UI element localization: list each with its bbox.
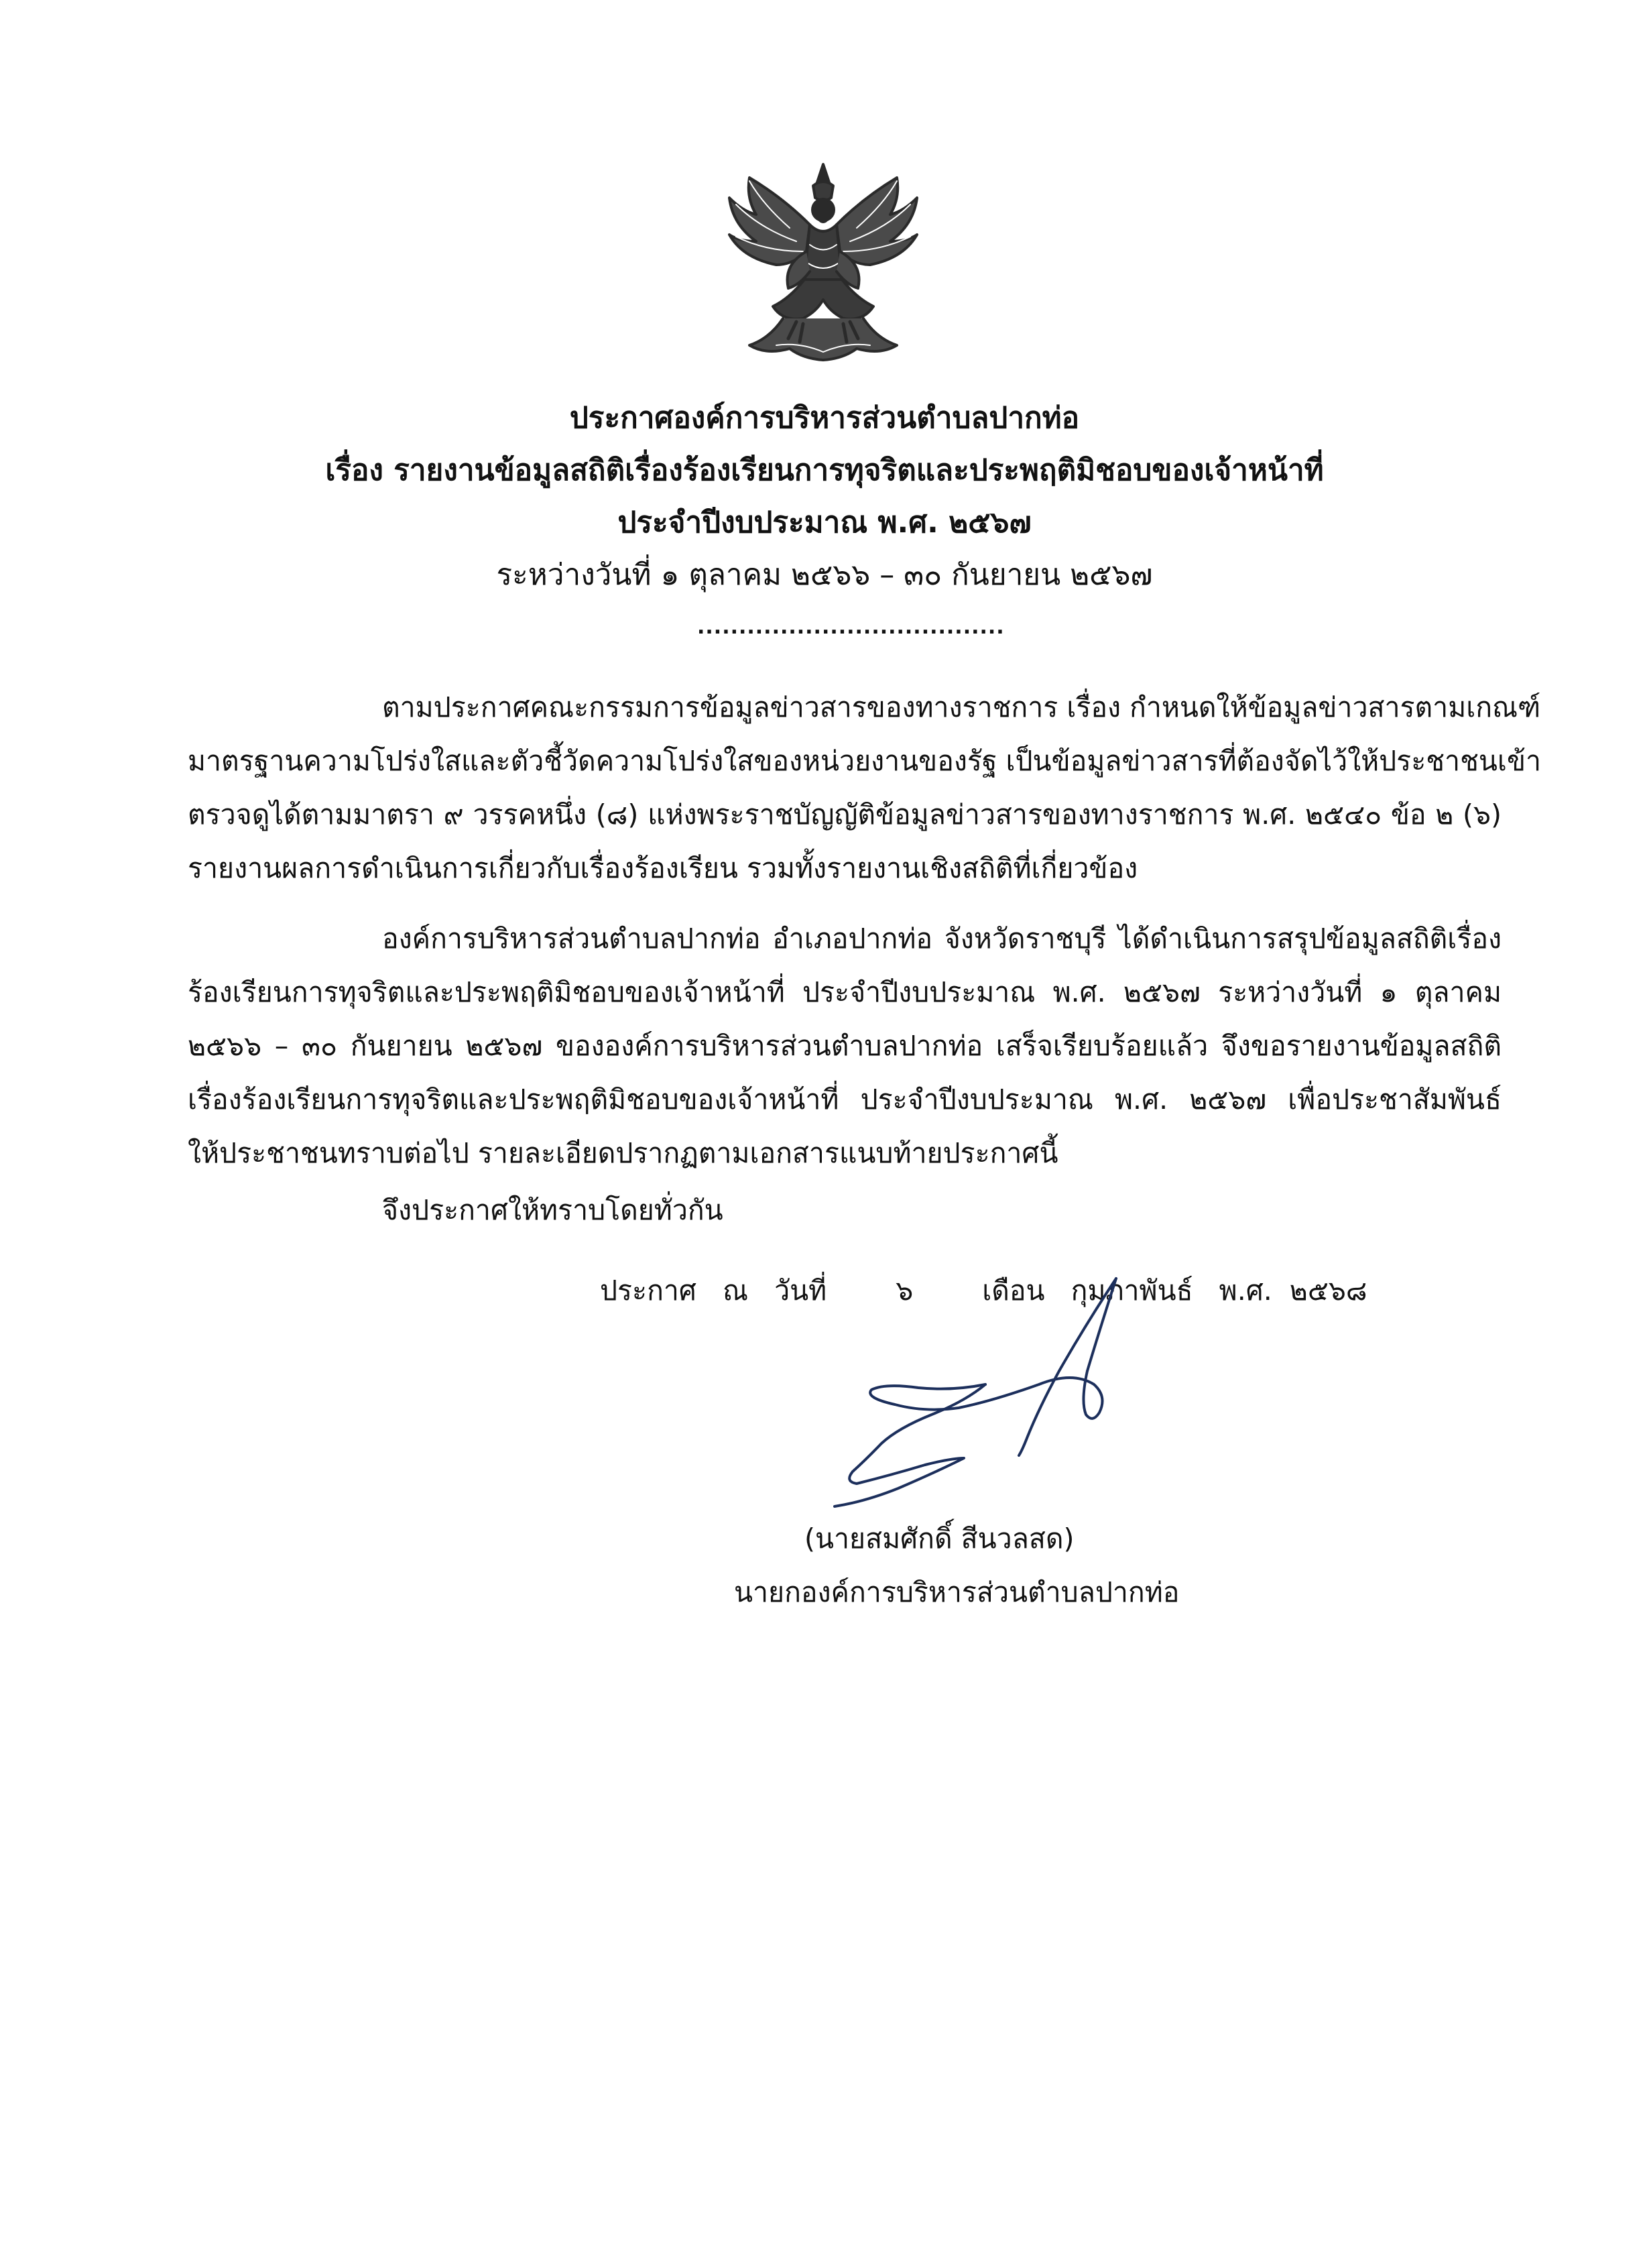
date-month-label: เดือน bbox=[982, 1274, 1045, 1307]
date-year: ๒๕๖๘ bbox=[1289, 1274, 1367, 1307]
paragraph-line: รายงานผลการดำเนินการเกี่ยวกับเรื่องร้องเรียน รวมทั้งรายงานเชิงสถิติที่เกี่ยวข้อง bbox=[188, 852, 1138, 884]
body-paragraph-2 bbox=[188, 912, 1502, 1180]
paragraph-line: มาตรฐานความโปร่งใสและตัวชี้วัดความโปร่งใสของหน่วยงานของรัฐ เป็นข้อมูลข่าวสารที่ต้องจัดไว้ให้ประชาชนเข้า bbox=[188, 745, 1541, 777]
date-month: กุมภาพันธ์ bbox=[1071, 1274, 1193, 1307]
paragraph-line: ให้ประชาชนทราบต่อไป รายละเอียดปรากฏตามเอกสารแนบท้ายประกาศนี้ bbox=[188, 1137, 1058, 1169]
paragraph-line: ร้องเรียนการทุจริตและประพฤติมิชอบของเจ้าหน้าที่ ประจำปีงบประมาณ พ.ศ. ๒๕๖๗ ระหว่างวันที่ ๑ ตุลาคม bbox=[188, 976, 1502, 1008]
signer-name: (นายสมศักดิ์ สีนวลสด) bbox=[804, 1523, 1075, 1555]
signer-title: นายกองค์การบริหารส่วนตำบลปากท่อ bbox=[734, 1576, 1180, 1608]
paragraph-line: ตรวจดูได้ตามมาตรา ๙ วรรคหนึ่ง (๘) แห่งพระราชบัญญัติข้อมูลข่าวสารของทางราชการ พ.ศ. ๒๕๔๐ ข้อ ๒ (๖) bbox=[188, 798, 1502, 831]
fiscal-year-line: ประจำปีงบประมาณ พ.ศ. ๒๕๖๗ bbox=[617, 505, 1032, 540]
body-paragraph-1 bbox=[188, 680, 1541, 895]
period-line: ระหว่างวันที่ ๑ ตุลาคม ๒๕๖๖ – ๓๐ กันยายน ๒๕๖๗ bbox=[496, 558, 1153, 592]
signature-mark bbox=[818, 1270, 1166, 1512]
date-year-label: พ.ศ. bbox=[1219, 1274, 1272, 1307]
announcement-subject: เรื่อง รายงานข้อมูลสถิติเรื่องร้องเรียนการทุจริตและประพฤติมิชอบของเจ้าหน้าที่ bbox=[325, 453, 1324, 487]
date-day-label: วันที่ bbox=[774, 1274, 827, 1307]
paragraph-line: เรื่องร้องเรียนการทุจริตและประพฤติมิชอบของเจ้าหน้าที่ ประจำปีงบประมาณ พ.ศ. ๒๕๖๗ เพื่อประชาสัมพันธ์ bbox=[188, 1083, 1502, 1116]
closing-statement: จึงประกาศให้ทราบโดยทั่วกัน bbox=[382, 1194, 723, 1226]
date-prefix: ประกาศ bbox=[600, 1274, 696, 1307]
date-day: ๖ bbox=[896, 1274, 914, 1307]
paragraph-line: ตามประกาศคณะกรรมการข้อมูลข่าวสารของทางราชการ เรื่อง กำหนดให้ข้อมูลข่าวสารตามเกณฑ์ bbox=[382, 691, 1541, 723]
paragraph-line: องค์การบริหารส่วนตำบลปากท่อ อำเภอปากท่อ จังหวัดราชบุรี ได้ดำเนินการสรุปข้อมูลสถิติเรื่อง bbox=[382, 922, 1502, 955]
separator-dots: ..................................... bbox=[697, 615, 1005, 639]
announcement-header bbox=[188, 392, 1461, 601]
paragraph-line: ๒๕๖๖ – ๓๐ กันยายน ๒๕๖๗ ขององค์การบริหารส่วนตำบลปากท่อ เสร็จเรียบร้อยแล้ว จึงขอรายงานข้อมูลสถิติ bbox=[188, 1030, 1502, 1062]
garuda-emblem-icon bbox=[709, 151, 937, 379]
date-at: ณ bbox=[723, 1274, 749, 1307]
announcement-title: ประกาศองค์การบริหารส่วนตำบลปากท่อ bbox=[569, 401, 1080, 435]
